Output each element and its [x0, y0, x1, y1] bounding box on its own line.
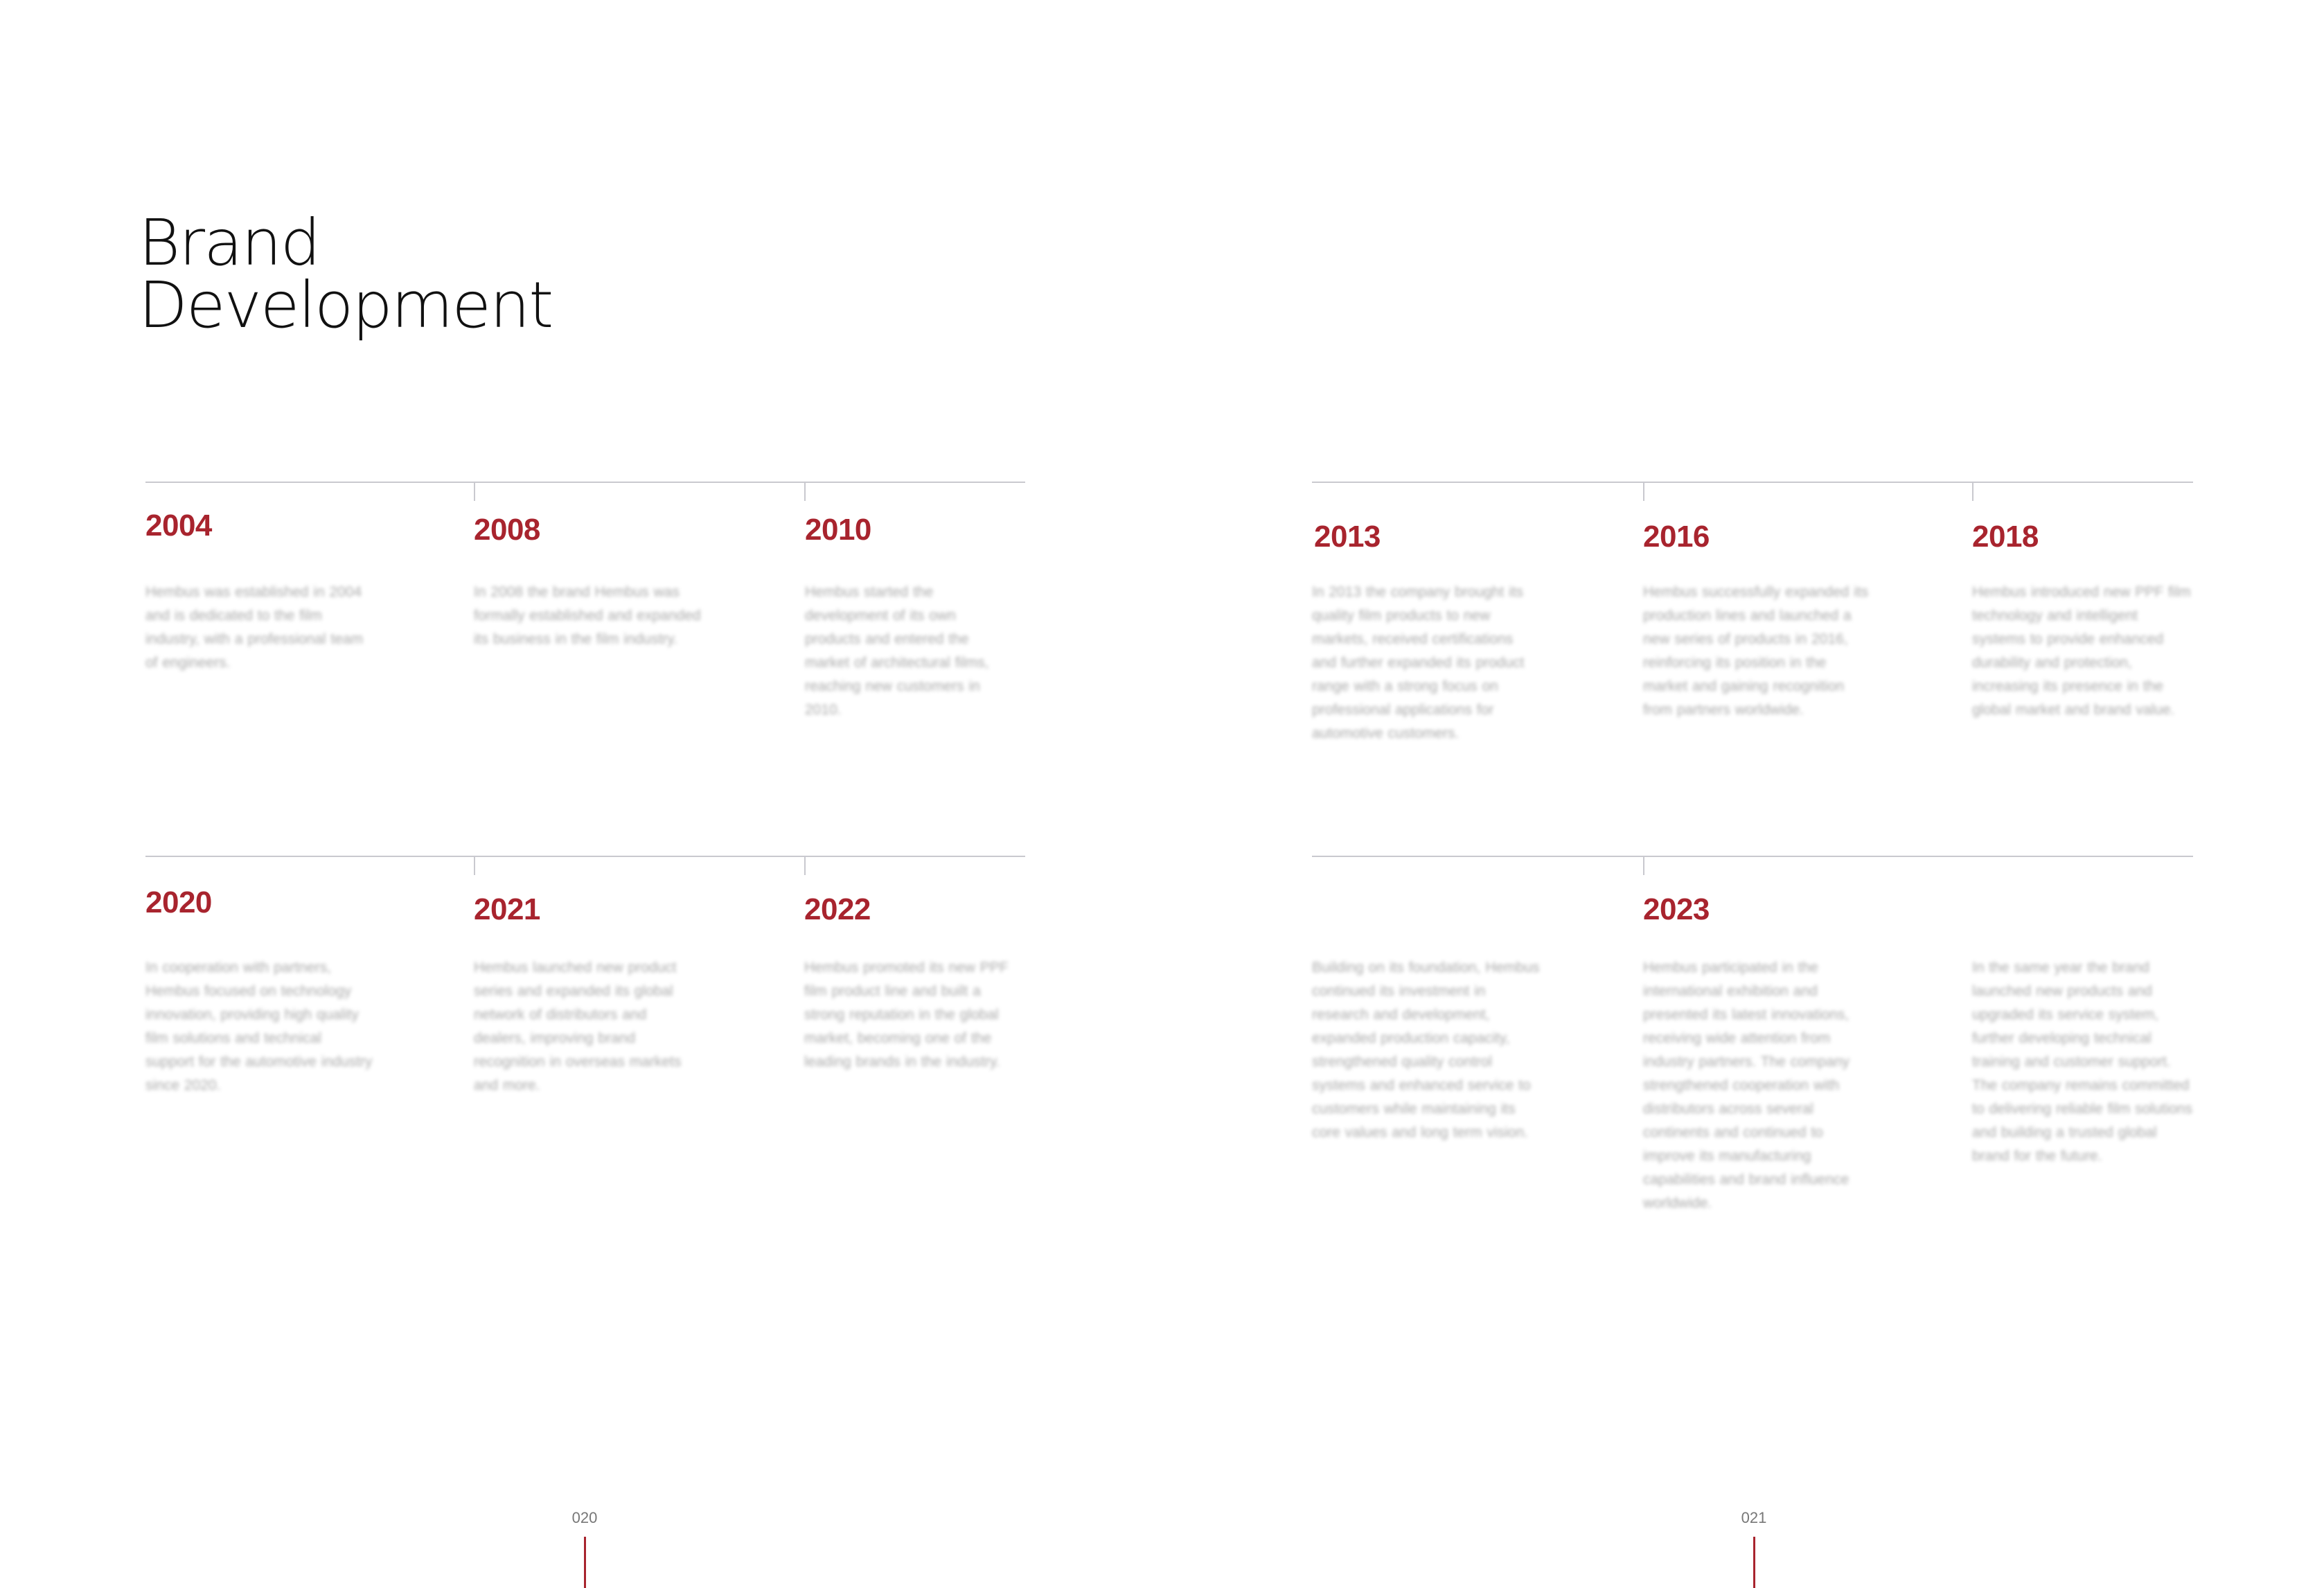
- timeline-description: Building on its foundation, Hembus continued its investment in research and development, expanded production capacity, strengthened quality control systems and enhanced service to customers while maintaining its core values and long term vision.: [1312, 960, 1540, 1140]
- timeline-tick: [804, 482, 806, 501]
- page-marker-right: [1753, 1537, 1755, 1588]
- timeline-year: 2018: [1972, 520, 2039, 554]
- timeline-tick: [1643, 482, 1644, 501]
- timeline-tick: [474, 482, 475, 501]
- timeline-description: In cooperation with partners, Hembus focused on technology innovation, providing high quality film solutions and technical support for the automotive industry since 2020.: [145, 960, 373, 1093]
- timeline-description: Hembus successfully expanded its production lines and launched a new series of products in 2016, reinforcing its position in the market and gaining recognition from partners worldwide.: [1643, 584, 1869, 718]
- timeline-description: Hembus started the development of its own products and entered the market of architectural films, reaching new customers in 2010.: [805, 584, 989, 718]
- timeline-description: In 2013 the company brought its quality film products to new markets, received certifications and further expanded its product range with a strong focus on professional applications for automotive customers.: [1312, 584, 1525, 741]
- title-line-2: Development: [139, 268, 553, 342]
- title-line-1: Brand: [139, 206, 320, 280]
- timeline-year: 2016: [1643, 520, 1710, 554]
- timeline-description: Hembus was established in 2004 and is dedicated to the film industry, with a professional team of engineers.: [145, 584, 364, 671]
- timeline-tick: [1972, 482, 1973, 501]
- page-marker-left: [584, 1537, 586, 1588]
- timeline-year: 2004: [145, 509, 212, 542]
- timeline-description: Hembus participated in the international exhibition and presented its latest innovations, receiving wide attention from industry partners. The company strengthened cooperation with distributors across several continents and continued to improve its manufacturing capabilities and brand influence worldwide.: [1643, 960, 1850, 1211]
- timeline-year: 2010: [805, 513, 871, 547]
- timeline-year: 2021: [474, 892, 540, 926]
- page-number-left: 020: [571, 1509, 598, 1526]
- page-number-right: 021: [1741, 1509, 1767, 1526]
- timeline-tick: [1643, 856, 1644, 875]
- timeline-year: 2022: [804, 892, 871, 926]
- timeline-rule-right-1: [1312, 482, 2193, 483]
- timeline-description: In the same year the brand launched new products and upgraded its service system, further developing technical training and customer support. The company remains committed to delivering reliable film solutions and building a trusted global brand for the future.: [1972, 960, 2192, 1164]
- page-title: [139, 206, 553, 342]
- timeline-year: 2020: [145, 885, 212, 919]
- timeline-description: Hembus introduced new PPF film technology and intelligent systems to provide enhanced durability and protection, increasing its presence in the global market and brand value.: [1972, 584, 2191, 718]
- timeline-rule-left-2: [145, 856, 1025, 857]
- timeline-rule-right-2: [1312, 856, 2193, 857]
- timeline-year: 2008: [474, 513, 540, 547]
- timeline-description: In 2008 the brand Hembus was formally established and expanded its business in the film industry.: [474, 584, 701, 647]
- timeline-description: Hembus launched new product series and expanded its global network of distributors and dealers, improving brand recognition in overseas markets and more.: [474, 960, 682, 1093]
- timeline-rule-left-1: [145, 482, 1025, 483]
- timeline-description: Hembus promoted its new PPF film product line and built a strong reputation in the global market, becoming one of the leading brands in the industry.: [804, 960, 1009, 1070]
- timeline-year: 2013: [1314, 520, 1381, 554]
- timeline-year: 2023: [1643, 892, 1710, 926]
- timeline-tick: [474, 856, 475, 875]
- timeline-tick: [804, 856, 806, 875]
